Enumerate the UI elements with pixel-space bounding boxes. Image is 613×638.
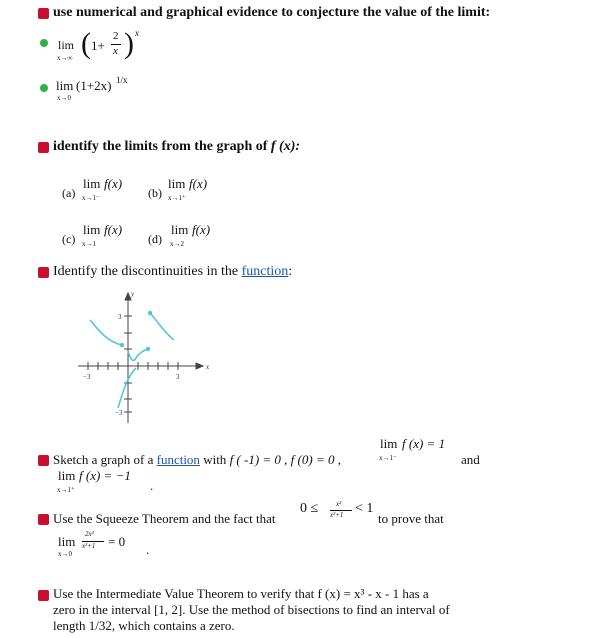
x-axis-arrow-icon <box>196 363 203 369</box>
second-limit-under: x→1⁺ <box>57 486 75 494</box>
section-2-title <box>53 139 300 155</box>
tick-label-y-neg: −3 <box>115 409 123 417</box>
limit-item-lim: lim <box>168 176 186 191</box>
section-2-bullet-icon <box>38 142 49 153</box>
function-link[interactable]: function <box>156 452 200 467</box>
limit-1-open-paren: ( <box>81 27 91 60</box>
curve-lower-branch <box>118 368 136 408</box>
limit-item-label: (b) <box>148 186 162 200</box>
section-4-text: Sketch a graph of a <box>53 452 157 467</box>
function-link[interactable]: function <box>241 264 289 279</box>
limit-item-fn: f(x) <box>189 176 208 191</box>
limit-item-lim: lim <box>83 176 101 191</box>
second-limit-expr: f (x) = −1 <box>79 468 131 483</box>
discontinuity-graph <box>70 288 220 428</box>
section-4-and: and <box>461 452 480 467</box>
right-limit-under: x→1⁻ <box>379 454 397 462</box>
curve-point <box>148 311 152 315</box>
section-2-title-text: identify the limits from the graph of <box>53 139 268 154</box>
curve-point <box>120 343 124 347</box>
section-5-tail: to prove that <box>378 511 444 526</box>
tick-label-x-neg: −3 <box>83 373 91 381</box>
section-4-line-1 <box>53 452 341 468</box>
section-3-bullet-icon <box>38 267 49 278</box>
limit-item-lim: lim <box>83 222 101 237</box>
limit-item-under: x→2 <box>170 240 184 248</box>
limit-2-power: 1/x <box>116 75 128 85</box>
limit-item-label: (c) <box>62 232 76 246</box>
section-4-second-limit <box>58 468 158 500</box>
limit-1-one-plus: 1+ <box>91 38 105 53</box>
limit-item-b <box>148 176 228 206</box>
section-5-text: Use the Squeeze Theorem and the fact that <box>53 511 276 526</box>
limit-item-fn: f(x) <box>192 222 211 237</box>
limit-1-under: x→∞ <box>57 54 73 62</box>
limit-item-c <box>62 222 142 252</box>
squeeze-limit-under: x→0 <box>58 550 72 558</box>
section-3-colon: : <box>288 264 293 279</box>
limit-1-numerator: 2 <box>113 30 119 42</box>
curve-left-branch <box>90 320 122 345</box>
section-4-bullet-icon <box>38 455 49 466</box>
section-4-mid: with <box>199 452 230 467</box>
tick-label-x-pos: 3 <box>176 373 180 381</box>
section-1-title: use numerical and graphical evidence to conjecture the value of the limit: <box>53 5 491 20</box>
section-4-right-limit <box>380 436 470 468</box>
right-limit-expr: f (x) = 1 <box>402 436 446 451</box>
squeeze-denominator: x²+1 <box>82 542 96 550</box>
curve-point <box>146 347 150 351</box>
section-5-bullet-icon <box>38 514 49 525</box>
section-3-text-body: Identify the discontinuities in the <box>53 264 242 279</box>
limit-item-label: (a) <box>62 186 76 200</box>
section-1-bullet-icon <box>38 8 49 19</box>
section-6-line-3: length 1/32, which contains a zero. <box>53 618 235 633</box>
limit-item-under: x→1 <box>82 240 96 248</box>
limit-item-a <box>62 176 142 206</box>
section-3-text <box>53 264 292 280</box>
section-4-cond: f ( -1) = 0 , f (0) = 0 , <box>229 452 341 467</box>
limit-2-bullet-icon <box>40 84 48 92</box>
second-limit-lim: lim <box>58 468 76 483</box>
section-6-line-2: zero in the interval [1, 2]. Use the method of bisections to find an interval of <box>53 602 450 617</box>
limit-item-fn: f(x) <box>104 176 123 191</box>
ineq-denominator: x²+1 <box>330 511 344 519</box>
limit-1-close-paren: ) <box>124 27 134 60</box>
limit-2-expr: (1+2x) <box>76 78 112 93</box>
ineq-left: 0 ≤ <box>300 501 319 516</box>
limit-2-under: x→0 <box>57 94 71 102</box>
limit-1-lim: lim <box>58 38 75 52</box>
section-6-bullet-icon <box>38 590 49 601</box>
section-6-line-1: Use the Intermediate Value Theorem to verify that f (x) = x³ - x - 1 has a <box>53 586 429 601</box>
right-limit-lim: lim <box>380 436 398 451</box>
y-axis-label: y <box>131 290 135 298</box>
curve-right-branch <box>150 313 174 340</box>
limit-item-under: x→1⁻ <box>82 194 100 202</box>
ineq-right: < 1 <box>355 501 374 516</box>
x-axis-label: x <box>206 363 210 371</box>
limit-item-under: x→1⁺ <box>168 194 186 202</box>
limit-item-label: (d) <box>148 232 162 246</box>
limit-item-lim: lim <box>171 222 189 237</box>
squeeze-period: . <box>146 542 150 557</box>
limit-item-fn: f(x) <box>104 222 123 237</box>
squeeze-numerator: 2x³ <box>85 530 94 538</box>
second-limit-period: . <box>150 478 154 493</box>
limit-1-bullet-icon <box>40 39 48 47</box>
limit-1-expression <box>55 27 175 67</box>
tick-label-y-pos: 3 <box>118 313 122 321</box>
limit-1-power: x <box>135 28 139 38</box>
section-5-limit <box>58 528 168 562</box>
section-2-title-fn: f (x): <box>270 139 301 154</box>
limit-1-denominator: x <box>113 45 118 57</box>
squeeze-limit-lim: lim <box>58 534 76 549</box>
curve-middle-segment <box>128 349 148 360</box>
ineq-numerator: x² <box>336 500 342 508</box>
limit-2-expression <box>55 74 175 106</box>
limit-item-d <box>148 222 228 252</box>
squeeze-result: = 0 <box>108 534 126 549</box>
limit-2-lim: lim <box>56 78 74 93</box>
